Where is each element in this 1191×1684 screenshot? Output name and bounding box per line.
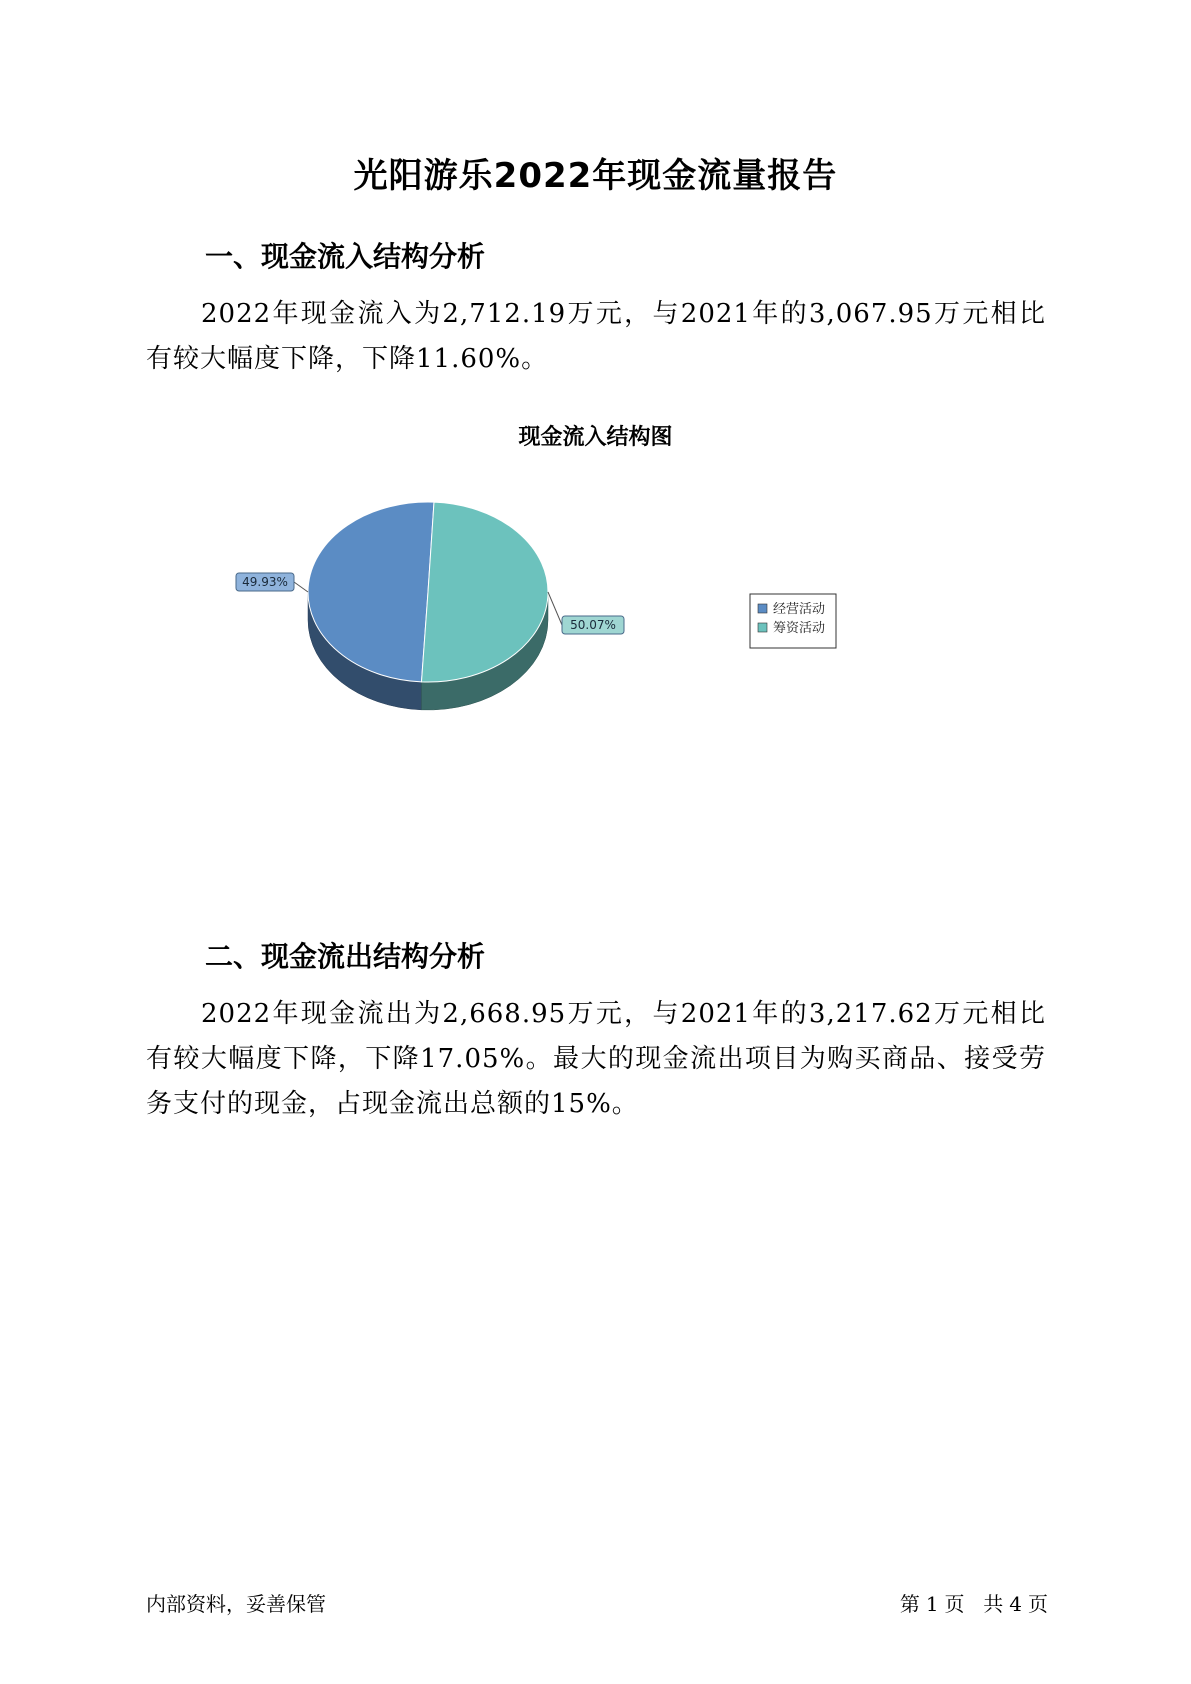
document-title: 光阳游乐2022年现金流量报告	[353, 156, 838, 196]
data-label-1: 50.07%	[570, 618, 616, 632]
label-leader-1	[548, 592, 562, 625]
total-prefix: 共	[983, 1592, 1004, 1616]
page-suffix: 页	[944, 1592, 965, 1616]
footer-page-number	[897, 1588, 1051, 1617]
page-prefix: 第	[899, 1592, 920, 1616]
section-2-paragraph: 2022年现金流出为2,668.95万元，与2021年的3,217.62万元相比有较大幅度下降，下降17.05%。最大的现金流出项目为购买商品、接受劳务支付的现金，占现金流出总额的15%。	[146, 999, 1046, 1119]
section-2-heading: 二、现金流出结构分析	[205, 940, 486, 973]
data-label-0: 49.93%	[242, 575, 288, 589]
section-1-paragraph: 2022年现金流入为2,712.19万元，与2021年的3,067.95万元相比有较大幅度下降，下降11.60%。	[146, 299, 1046, 374]
chart-legend	[750, 594, 836, 648]
total-suffix: 页	[1028, 1592, 1048, 1616]
total-pages: 4	[1009, 1592, 1022, 1616]
legend-swatch-0	[758, 604, 767, 613]
label-leader-0	[294, 582, 308, 592]
chart-title: 现金流入结构图	[518, 425, 673, 450]
legend-label-1: 筹资活动	[773, 621, 826, 636]
section-1-heading: 一、现金流入结构分析	[205, 240, 486, 273]
page-number: 1	[925, 1592, 939, 1616]
legend-swatch-1	[758, 623, 767, 632]
footer-confidential-note: 内部资料，妥善保管	[146, 1592, 326, 1616]
legend-label-0: 经营活动	[773, 602, 826, 617]
